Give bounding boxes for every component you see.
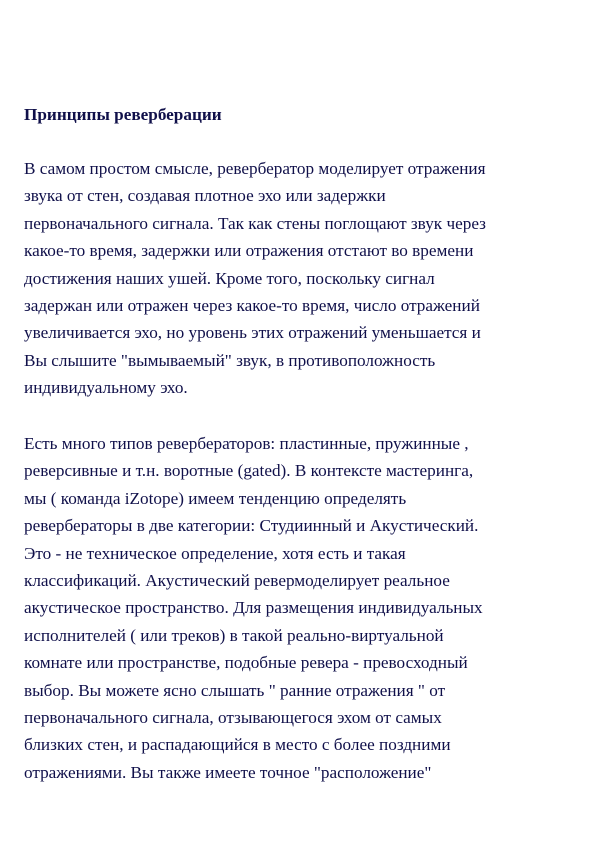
title-line: Принципы реверберации [24, 105, 222, 124]
paragraph-line: комнате или пространстве, подобные ревера - превосходный [24, 653, 468, 673]
paragraph-line: какое-то время, задержки или отражения отстают во времени [24, 241, 474, 261]
paragraph-line: мы ( команда iZotope) имеем тенденцию определять [24, 488, 407, 508]
paragraph-1 [24, 155, 572, 402]
paragraph-2 [24, 430, 572, 786]
paragraph-line: отражениями. Вы также имеете точное "расположение" [24, 762, 432, 782]
paragraph-line: первоначального сигнала, отзывающегося эхом от самых [24, 708, 442, 728]
paragraph-line: выбор. Вы можете ясно слышать " ранние отражения " от [24, 680, 446, 700]
paragraph-line: акустическое пространство. Для размещения индивидуальных [24, 598, 483, 618]
paragraph-line: исполнителей ( или треков) в такой реально-виртуальной [24, 625, 444, 645]
paragraph-line: увеличивается эхо, но уровень этих отражений уменьшается и [24, 323, 481, 343]
paragraph-line: индивидуальному эхо. [24, 378, 188, 398]
paragraph-line: Есть много типов ревербераторов: пластинные, пружинные , [24, 434, 469, 453]
paragraph-line: В самом простом смысле, ревербератор моделирует отражения [24, 159, 486, 178]
paragraph-line: близких стен, и распадающийся в место с более поздними [24, 735, 451, 755]
paragraph-line: классификаций. Акустический ревермоделирует реальное [24, 571, 450, 591]
paragraph-line: задержан или отражен через какое-то время, число отражений [24, 296, 480, 316]
paragraph-line: Вы слышите "вымываемый" звук, в противоположность [24, 350, 436, 370]
document-title [24, 101, 572, 128]
paragraph-line: достижения наших ушей. Кроме того, поскольку сигнал [24, 268, 435, 288]
paragraph-line: ревербераторы в две категории: Студиинный и Акустический. [24, 516, 479, 536]
paragraph-line: реверсивные и т.н. воротные (gated). В контексте мастеринга, [24, 461, 474, 481]
paragraph-line: звука от стен, создавая плотное эхо или задержки [24, 186, 386, 206]
paragraph-line: первоначального сигнала. Так как стены поглощают звук через [24, 213, 486, 233]
paragraph-line: Это - не техническое определение, хотя есть и такая [24, 543, 406, 563]
